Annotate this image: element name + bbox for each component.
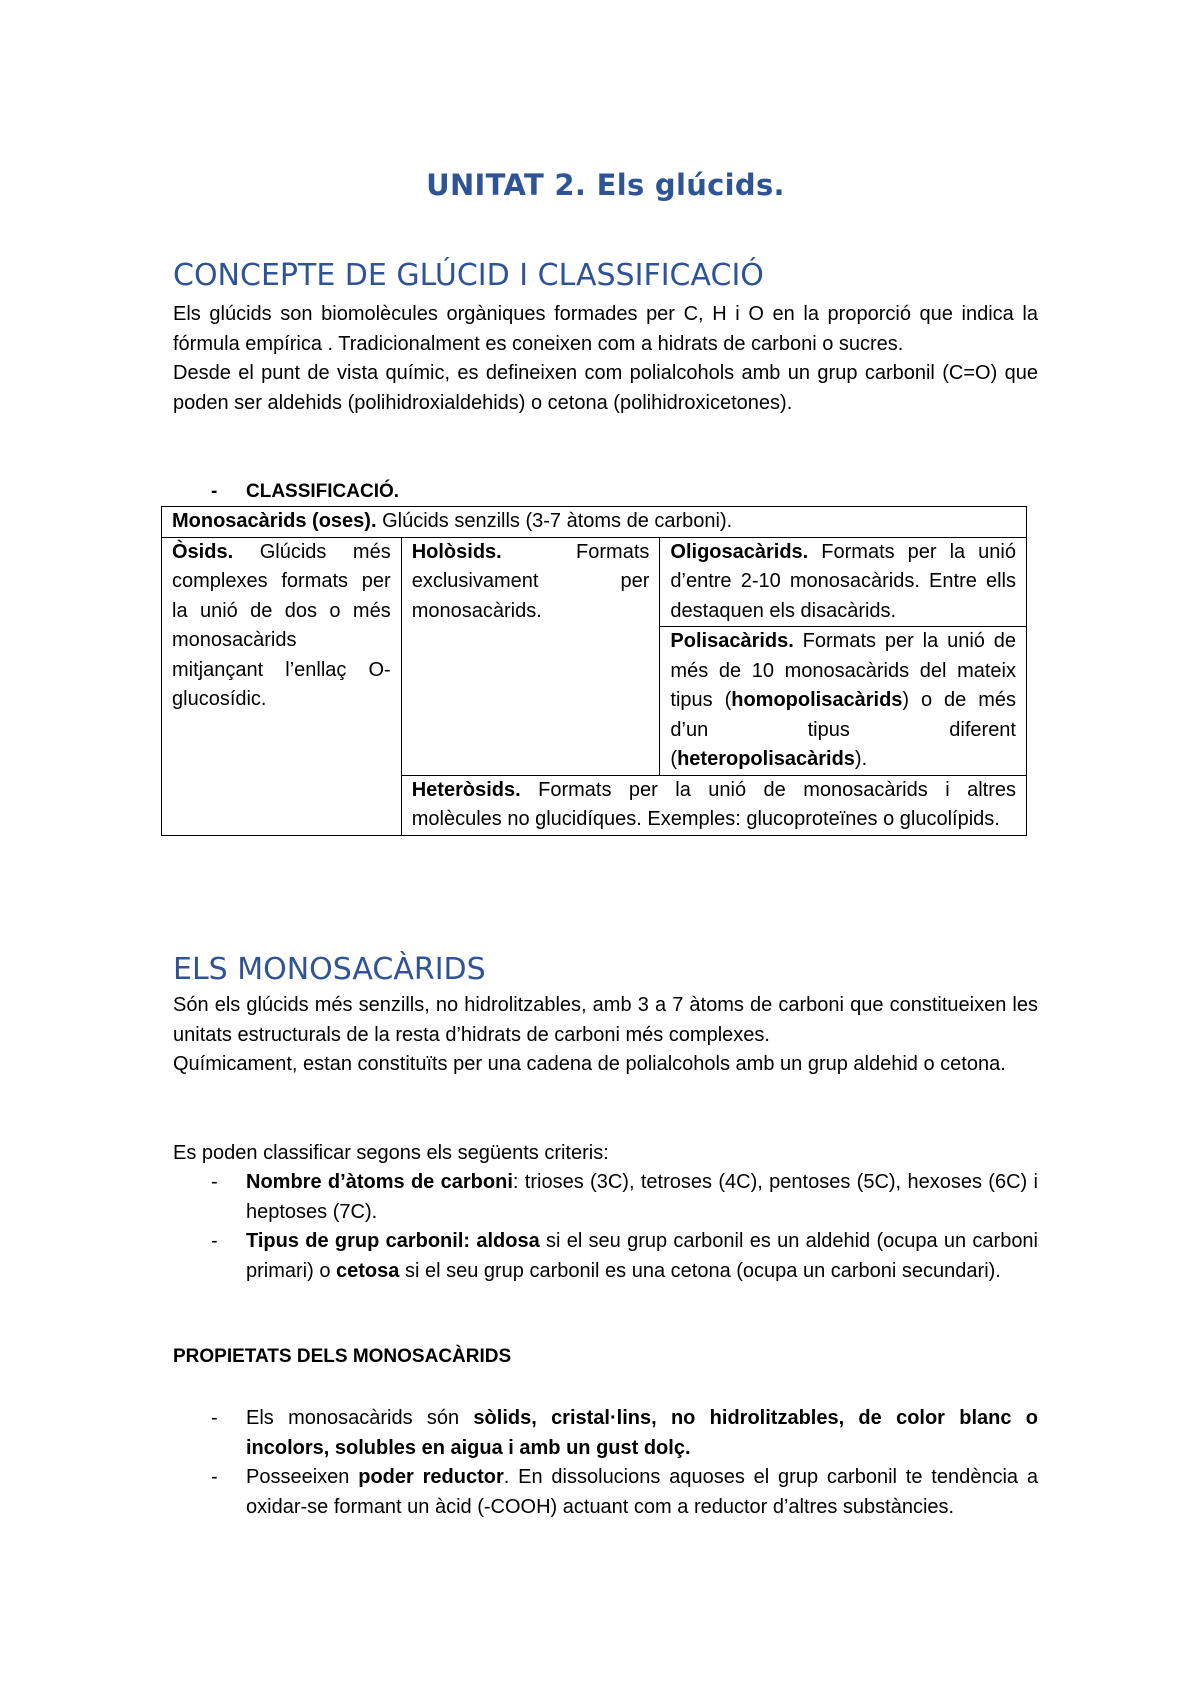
- item-term: Nombre d’àtoms de carboni: [246, 1171, 513, 1193]
- section-heading-monosaccharides: ELS MONOSACÀRIDS: [173, 952, 486, 987]
- item-term: sòlids, cristal·lins, no hidrolitzables, de color blanc o incolors, solubles en aigua i amb un gust dolç.: [246, 1407, 1039, 1459]
- paragraph: Són els glúcids més senzills, no hidrolitzables, amb 3 a 7 àtoms de carboni que constitueixen les unitats estructurals de la resta d’hidrats de carboni més complexes.: [173, 994, 1038, 1046]
- cell-text: ).: [854, 748, 868, 770]
- list-item: [173, 1168, 1038, 1227]
- cell-text: Formats exclusivament per monosacàrids.: [411, 540, 650, 622]
- item-term: poder reductor: [358, 1466, 504, 1488]
- item-text: : trioses (3C), tetroses (4C), pentoses (5C), hexoses (6C) i heptoses (7C).: [246, 1171, 1038, 1223]
- cell-term: Monosacàrids (oses).: [172, 510, 377, 532]
- cell-term: heteropolisacàrids: [677, 748, 855, 770]
- list-item: [173, 1404, 1038, 1463]
- criteria-list: [173, 1168, 1038, 1286]
- bullet-dash: -: [211, 481, 218, 502]
- properties-heading: PROPIETATS DELS MONOSACÀRIDS: [173, 1346, 512, 1367]
- bullet-dash: -: [211, 1407, 218, 1429]
- cell-term: homopolisacàrids: [731, 689, 903, 711]
- paragraph: Els glúcids son biomolècules orgàniques formades per C, H i O en la proporció que indica la fórmula empírica . Tradicionalment es coneixen com a hidrats de carboni o sucres.: [173, 303, 1038, 355]
- cell-term: Polisacàrids.: [670, 630, 794, 652]
- list-item: [173, 1227, 1038, 1286]
- cell-text: Formats per la unió d’entre 2-10 monosacàrids. Entre ells destaquen els disacàrids.: [670, 540, 1016, 622]
- paragraph: Desde el punt de vista químic, es defineixen com polialcohols amb un grup carbonil (C=O) que poden ser aldehids (polihidroxialdehids) o cetona (polihidroxicetones).: [173, 362, 1038, 414]
- item-text: si el seu grup carbonil es un aldehid (ocupa un carboni primari) o: [246, 1230, 1039, 1282]
- table-row: [162, 507, 1027, 538]
- table-row: [162, 537, 1027, 627]
- cell-term: Oligosacàrids.: [670, 540, 809, 563]
- list-item: [173, 1463, 1038, 1522]
- cell-text: ) o de més d’un tipus diferent (: [670, 689, 1017, 770]
- cell-term: Heteròsids.: [411, 778, 521, 801]
- item-text: Posseeixen: [246, 1466, 359, 1488]
- table-cell-monosaccharides: [162, 507, 1027, 538]
- properties-list: [173, 1404, 1038, 1522]
- cell-text: Formats per la unió de més de 10 monosacàrids del mateix tipus (: [670, 630, 1016, 711]
- bullet-dash: -: [211, 1466, 218, 1488]
- bullet-label: CLASSIFICACIÓ.: [246, 481, 400, 502]
- page-title: UNITAT 2. Els glúcids.: [426, 168, 785, 202]
- table-cell-holosids: [401, 537, 660, 775]
- table-cell-oligosaccharides: [660, 537, 1027, 627]
- classification-table: [161, 506, 1027, 836]
- cell-term: Òsids.: [172, 540, 234, 563]
- item-term: aldosa: [476, 1230, 540, 1252]
- table-cell-polysaccharides: [660, 627, 1027, 776]
- bullet-dash: -: [211, 1230, 218, 1252]
- cell-text: Formats per la unió de monosacàrids i altres molècules no glucidíques. Exemples: glucoproteïnes o glucolípids.: [411, 778, 1016, 830]
- paragraph: Químicament, estan constituïts per una cadena de polialcohols amb un grup aldehid o cetona.: [173, 1053, 1006, 1075]
- table-cell-heterosids: [401, 775, 1026, 835]
- section1-body: [173, 300, 1038, 418]
- item-term: cetosa: [336, 1259, 400, 1282]
- cell-text: Glúcids més complexes formats per la unió de dos o més monosacàrids mitjançant l’enllaç O-glucosídic.: [172, 540, 391, 710]
- cell-term: Holòsids.: [411, 540, 502, 563]
- item-text: si el seu grup carbonil es una cetona (ocupa un carboni secundari).: [399, 1259, 1001, 1282]
- cell-text: Glúcids senzills (3-7 àtoms de carboni).: [376, 510, 733, 532]
- criteria-intro: Es poden classificar segons els següents criteris:: [173, 1142, 609, 1164]
- section2-body: [173, 991, 1038, 1080]
- item-term: Tipus de grup carbonil:: [246, 1230, 471, 1252]
- section-heading-concept: CONCEPTE DE GLÚCID I CLASSIFICACIÓ: [173, 258, 764, 293]
- item-text: . En dissolucions aquoses el grup carbonil te tendència a oxidar-se formant un àcid (-COOH) actuant com a reductor d’altres substàncies.: [246, 1466, 1038, 1518]
- bullet-dash: -: [211, 1171, 218, 1193]
- item-text: Els monosacàrids són: [246, 1407, 474, 1429]
- table-cell-osids: [162, 537, 402, 835]
